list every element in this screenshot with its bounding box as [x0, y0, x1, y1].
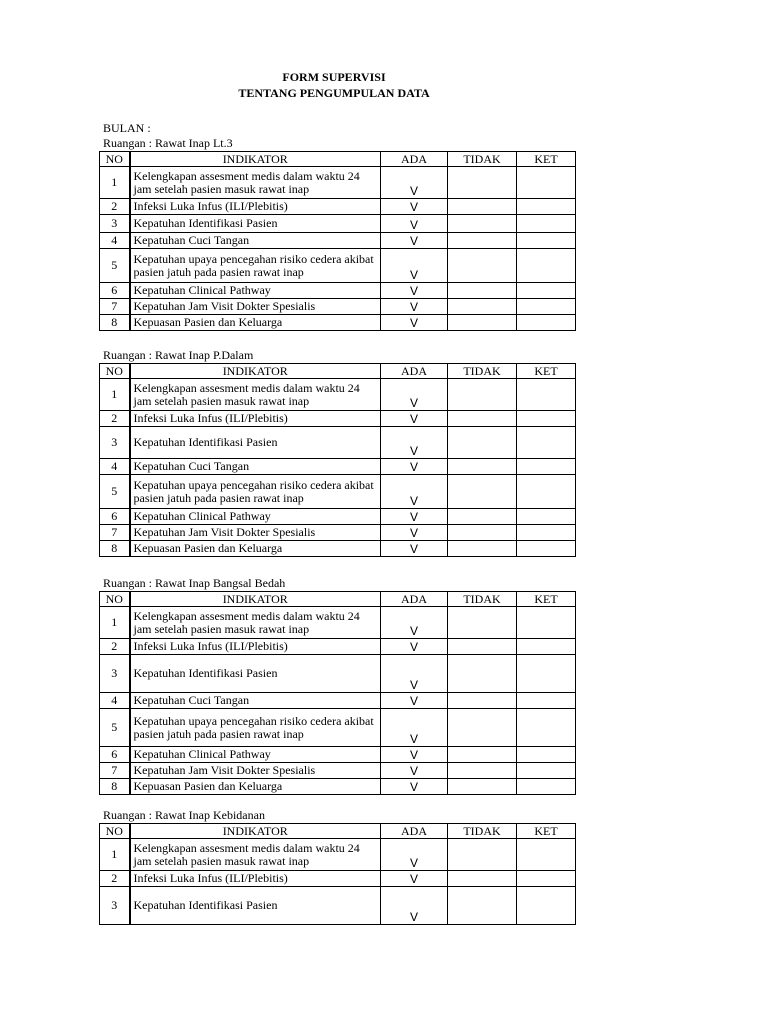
- table-row: [100, 709, 576, 747]
- ada-check[interactable]: V: [381, 709, 448, 747]
- row-number: 6: [100, 283, 130, 299]
- ket-cell[interactable]: [517, 607, 576, 639]
- table-row: [100, 541, 576, 557]
- bulan-label: BULAN :: [103, 121, 151, 135]
- table-row: [100, 315, 576, 331]
- ada-check[interactable]: V: [381, 233, 448, 249]
- ket-cell[interactable]: [517, 747, 576, 763]
- indikator-text: Kepuasan Pasien dan Keluarga: [130, 541, 381, 557]
- ket-cell[interactable]: [517, 887, 576, 925]
- table-row: [100, 779, 576, 795]
- tidak-cell[interactable]: [448, 233, 517, 249]
- header-row: [100, 592, 576, 607]
- table-row: [100, 215, 576, 233]
- ada-check[interactable]: V: [381, 411, 448, 427]
- row-number: 2: [100, 411, 130, 427]
- indikator-text: Kepatuhan Jam Visit Dokter Spesialis: [130, 525, 381, 541]
- tidak-cell[interactable]: [448, 249, 517, 283]
- indikator-text: Kepatuhan Clinical Pathway: [130, 509, 381, 525]
- ket-cell[interactable]: [517, 475, 576, 509]
- table-row: [100, 887, 576, 925]
- ket-cell[interactable]: [517, 215, 576, 233]
- ada-check[interactable]: V: [381, 607, 448, 639]
- header-ada: ADA: [381, 364, 448, 379]
- header-row: [100, 152, 576, 167]
- tidak-cell[interactable]: [448, 693, 517, 709]
- tidak-cell[interactable]: [448, 283, 517, 299]
- ket-cell[interactable]: [517, 199, 576, 215]
- row-number: 6: [100, 747, 130, 763]
- table-row: [100, 299, 576, 315]
- table-row: [100, 839, 576, 871]
- table-row: [100, 249, 576, 283]
- ada-check[interactable]: V: [381, 427, 448, 459]
- table-row: [100, 459, 576, 475]
- tidak-cell[interactable]: [448, 607, 517, 639]
- header-ada: ADA: [381, 592, 448, 607]
- tidak-cell[interactable]: [448, 215, 517, 233]
- indikator-text: Infeksi Luka Infus (ILI/Plebitis): [130, 199, 381, 215]
- header-tidak: TIDAK: [448, 364, 517, 379]
- indikator-text: Infeksi Luka Infus (ILI/Plebitis): [130, 639, 381, 655]
- ket-cell[interactable]: [517, 541, 576, 557]
- table-row: [100, 871, 576, 887]
- row-number: 3: [100, 215, 130, 233]
- ket-cell[interactable]: [517, 655, 576, 693]
- ket-cell[interactable]: [517, 639, 576, 655]
- header-tidak: TIDAK: [448, 592, 517, 607]
- ada-check[interactable]: V: [381, 525, 448, 541]
- row-number: 3: [100, 887, 130, 925]
- row-number: 4: [100, 459, 130, 475]
- table-row: [100, 525, 576, 541]
- indikator-text: Kepatuhan Cuci Tangan: [130, 693, 381, 709]
- ket-cell[interactable]: [517, 411, 576, 427]
- ket-cell[interactable]: [517, 779, 576, 795]
- table-row: [100, 233, 576, 249]
- row-number: 1: [100, 167, 130, 199]
- ket-cell[interactable]: [517, 427, 576, 459]
- supervision-table: [99, 151, 576, 331]
- row-number: 8: [100, 541, 130, 557]
- ada-check[interactable]: V: [381, 839, 448, 871]
- row-number: 1: [100, 607, 130, 639]
- tidak-cell[interactable]: [448, 315, 517, 331]
- table-row: [100, 199, 576, 215]
- row-number: 1: [100, 379, 130, 411]
- tidak-cell[interactable]: [448, 475, 517, 509]
- tidak-cell[interactable]: [448, 427, 517, 459]
- ket-cell[interactable]: [517, 839, 576, 871]
- tidak-cell[interactable]: [448, 655, 517, 693]
- indikator-text: Kepatuhan Cuci Tangan: [130, 459, 381, 475]
- row-number: 2: [100, 199, 130, 215]
- ada-check[interactable]: V: [381, 655, 448, 693]
- ada-check[interactable]: V: [381, 299, 448, 315]
- form-subtitle: TENTANG PENGUMPULAN DATA: [238, 86, 430, 100]
- tidak-cell[interactable]: [448, 871, 517, 887]
- tidak-cell[interactable]: [448, 639, 517, 655]
- ket-cell[interactable]: [517, 379, 576, 411]
- indikator-text: Kepatuhan Cuci Tangan: [130, 233, 381, 249]
- row-number: 8: [100, 315, 130, 331]
- indikator-text: Infeksi Luka Infus (ILI/Plebitis): [130, 871, 381, 887]
- ket-cell[interactable]: [517, 525, 576, 541]
- header-ket: KET: [517, 152, 576, 167]
- supervision-table: [99, 591, 576, 795]
- ket-cell[interactable]: [517, 871, 576, 887]
- ada-check[interactable]: V: [381, 779, 448, 795]
- ket-cell[interactable]: [517, 233, 576, 249]
- row-number: 1: [100, 839, 130, 871]
- header-row: [100, 824, 576, 839]
- indikator-text: Kepatuhan Identifikasi Pasien: [130, 427, 381, 459]
- indikator-text: Kepatuhan upaya pencegahan risiko cedera akibat pasien jatuh pada pasien rawat inap: [130, 709, 381, 747]
- ket-cell[interactable]: [517, 283, 576, 299]
- row-number: 3: [100, 427, 130, 459]
- ada-check[interactable]: V: [381, 763, 448, 779]
- ket-cell[interactable]: [517, 693, 576, 709]
- header-tidak: TIDAK: [448, 824, 517, 839]
- tidak-cell[interactable]: [448, 459, 517, 475]
- ket-cell[interactable]: [517, 167, 576, 199]
- header-indikator: INDIKATOR: [130, 592, 381, 607]
- ket-cell[interactable]: [517, 459, 576, 475]
- table-row: [100, 475, 576, 509]
- header-row: [100, 364, 576, 379]
- room-label: Ruangan : Rawat Inap Kebidanan: [103, 808, 265, 822]
- indikator-text: Kepuasan Pasien dan Keluarga: [130, 779, 381, 795]
- indikator-text: Kepatuhan upaya pencegahan risiko cedera akibat pasien jatuh pada pasien rawat inap: [130, 249, 381, 283]
- indikator-text: Infeksi Luka Infus (ILI/Plebitis): [130, 411, 381, 427]
- indikator-text: Kepatuhan Jam Visit Dokter Spesialis: [130, 763, 381, 779]
- ada-check[interactable]: V: [381, 693, 448, 709]
- ket-cell[interactable]: [517, 315, 576, 331]
- header-ada: ADA: [381, 152, 448, 167]
- tidak-cell[interactable]: [448, 299, 517, 315]
- header-no: NO: [100, 364, 130, 379]
- indikator-text: Kelengkapan assesment medis dalam waktu 24 jam setelah pasien masuk rawat inap: [130, 379, 381, 411]
- ada-check[interactable]: V: [381, 215, 448, 233]
- table-row: [100, 747, 576, 763]
- ket-cell[interactable]: [517, 299, 576, 315]
- indikator-text: Kepatuhan Identifikasi Pasien: [130, 887, 381, 925]
- table-row: [100, 763, 576, 779]
- tidak-cell[interactable]: [448, 541, 517, 557]
- ket-cell[interactable]: [517, 509, 576, 525]
- ada-check[interactable]: V: [381, 459, 448, 475]
- ada-check[interactable]: V: [381, 887, 448, 925]
- tidak-cell[interactable]: [448, 779, 517, 795]
- tidak-cell[interactable]: [448, 839, 517, 871]
- table-row: [100, 509, 576, 525]
- indikator-text: Kepatuhan Jam Visit Dokter Spesialis: [130, 299, 381, 315]
- tidak-cell[interactable]: [448, 379, 517, 411]
- indikator-text: Kepatuhan Identifikasi Pasien: [130, 655, 381, 693]
- ada-check[interactable]: V: [381, 871, 448, 887]
- ada-check[interactable]: V: [381, 167, 448, 199]
- tidak-cell[interactable]: [448, 509, 517, 525]
- ada-check[interactable]: V: [381, 639, 448, 655]
- indikator-text: Kepatuhan Clinical Pathway: [130, 283, 381, 299]
- table-row: [100, 607, 576, 639]
- header-ada: ADA: [381, 824, 448, 839]
- table-row: [100, 655, 576, 693]
- table-row: [100, 693, 576, 709]
- ada-check[interactable]: V: [381, 199, 448, 215]
- tidak-cell[interactable]: [448, 763, 517, 779]
- ket-cell[interactable]: [517, 249, 576, 283]
- indikator-text: Kelengkapan assesment medis dalam waktu 24 jam setelah pasien masuk rawat inap: [130, 167, 381, 199]
- tidak-cell[interactable]: [448, 709, 517, 747]
- room-label: Ruangan : Rawat Inap Bangsal Bedah: [103, 576, 286, 590]
- row-number: 5: [100, 709, 130, 747]
- tidak-cell[interactable]: [448, 411, 517, 427]
- header-no: NO: [100, 824, 130, 839]
- header-indikator: INDIKATOR: [130, 152, 381, 167]
- table-row: [100, 283, 576, 299]
- table-row: [100, 427, 576, 459]
- row-number: 7: [100, 299, 130, 315]
- header-ket: KET: [517, 592, 576, 607]
- header-ket: KET: [517, 364, 576, 379]
- indikator-text: Kepatuhan upaya pencegahan risiko cedera akibat pasien jatuh pada pasien rawat inap: [130, 475, 381, 509]
- ada-check[interactable]: V: [381, 249, 448, 283]
- header-indikator: INDIKATOR: [130, 824, 381, 839]
- row-number: 8: [100, 779, 130, 795]
- row-number: 3: [100, 655, 130, 693]
- ada-check[interactable]: V: [381, 747, 448, 763]
- row-number: 2: [100, 871, 130, 887]
- ada-check[interactable]: V: [381, 475, 448, 509]
- ada-check[interactable]: V: [381, 509, 448, 525]
- header-ket: KET: [517, 824, 576, 839]
- supervision-table: [99, 363, 576, 557]
- table-row: [100, 379, 576, 411]
- table-row: [100, 411, 576, 427]
- header-no: NO: [100, 592, 130, 607]
- ket-cell[interactable]: [517, 709, 576, 747]
- header-tidak: TIDAK: [448, 152, 517, 167]
- tidak-cell[interactable]: [448, 887, 517, 925]
- ada-check[interactable]: V: [381, 379, 448, 411]
- ada-check[interactable]: V: [381, 315, 448, 331]
- header-indikator: INDIKATOR: [130, 364, 381, 379]
- indikator-text: Kepatuhan Clinical Pathway: [130, 747, 381, 763]
- room-label: Ruangan : Rawat Inap P.Dalam: [103, 348, 254, 362]
- row-number: 5: [100, 249, 130, 283]
- table-row: [100, 167, 576, 199]
- table-row: [100, 639, 576, 655]
- room-label: Ruangan : Rawat Inap Lt.3: [103, 136, 233, 150]
- tidak-cell[interactable]: [448, 747, 517, 763]
- header-no: NO: [100, 152, 130, 167]
- row-number: 4: [100, 693, 130, 709]
- supervision-table: [99, 823, 576, 925]
- indikator-text: Kelengkapan assesment medis dalam waktu 24 jam setelah pasien masuk rawat inap: [130, 839, 381, 871]
- form-title: FORM SUPERVISI: [282, 70, 386, 84]
- ket-cell[interactable]: [517, 763, 576, 779]
- row-number: 6: [100, 509, 130, 525]
- tidak-cell[interactable]: [448, 199, 517, 215]
- indikator-text: Kelengkapan assesment medis dalam waktu 24 jam setelah pasien masuk rawat inap: [130, 607, 381, 639]
- tidak-cell[interactable]: [448, 525, 517, 541]
- ada-check[interactable]: V: [381, 283, 448, 299]
- row-number: 5: [100, 475, 130, 509]
- row-number: 4: [100, 233, 130, 249]
- row-number: 7: [100, 763, 130, 779]
- tidak-cell[interactable]: [448, 167, 517, 199]
- indikator-text: Kepatuhan Identifikasi Pasien: [130, 215, 381, 233]
- indikator-text: Kepuasan Pasien dan Keluarga: [130, 315, 381, 331]
- row-number: 7: [100, 525, 130, 541]
- row-number: 2: [100, 639, 130, 655]
- ada-check[interactable]: V: [381, 541, 448, 557]
